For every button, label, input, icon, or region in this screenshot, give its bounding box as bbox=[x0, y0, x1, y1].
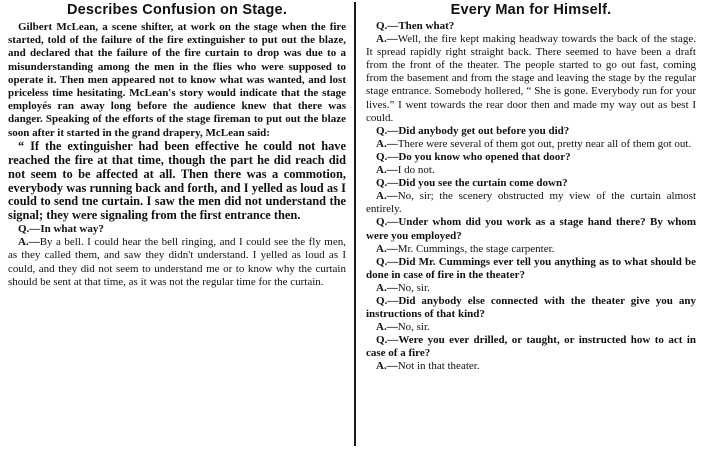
answer-text: No, sir. bbox=[397, 321, 430, 334]
left-column bbox=[8, 0, 346, 289]
question bbox=[366, 295, 696, 321]
answer bbox=[366, 164, 696, 177]
question bbox=[366, 256, 696, 282]
question-label: Q.— bbox=[376, 334, 399, 347]
answer-label: A.— bbox=[376, 281, 398, 294]
answer-text: There were several of them got out, pretty near all of them got out. bbox=[397, 137, 692, 150]
right-column bbox=[366, 0, 696, 374]
question-text: Did you see the curtain come down? bbox=[398, 177, 568, 190]
answer-text: No, sir. bbox=[397, 281, 430, 294]
answer-text: I do not. bbox=[397, 164, 435, 177]
column-divider bbox=[354, 2, 356, 446]
answer-label: A.— bbox=[376, 190, 398, 203]
answer bbox=[366, 360, 696, 373]
question bbox=[366, 177, 696, 190]
question-label: Q.— bbox=[376, 294, 399, 307]
question-text: Did Mr. Cummings ever tell you anything as to what should be done in case of fire in the theater? bbox=[366, 255, 696, 281]
answer-label: A.— bbox=[376, 137, 398, 150]
answer bbox=[366, 138, 696, 151]
left-heading: Describes Confusion on Stage. bbox=[66, 2, 288, 18]
question-text: Do you know who opened that door? bbox=[398, 150, 571, 163]
answer-text: Mr. Cummings, the stage carpenter. bbox=[397, 242, 555, 255]
question bbox=[366, 151, 696, 164]
question-text: Did anybody else connected with the theater give you any instructions of that kind? bbox=[366, 294, 696, 321]
answer bbox=[366, 190, 696, 216]
left-answer-1 bbox=[8, 236, 346, 288]
question-label: Q.— bbox=[18, 223, 41, 236]
answer-label: A.— bbox=[376, 360, 398, 373]
answer-text: Well, the fire kept making headway towards the back of the stage. It spread rapidly right straight back. There seemed to have been a draft from the front of the theater. The people started to go out fast, coming from the basement and from the stage and leaving the stage by the regular stage entrance. Somebody hollered, “ She is gone. Everybody run for your lives.” I went towards the rear door then and made my way out as best I could. bbox=[366, 33, 696, 124]
question-label: Q.— bbox=[376, 124, 399, 137]
answer-label: A.— bbox=[376, 33, 398, 46]
question-label: Q.— bbox=[376, 255, 399, 268]
question-text: In what way? bbox=[40, 223, 104, 236]
answer-text: By a bell. I could hear the bell ringing, and I could see the fly men, as they called them, and saw they didn't understand. I yelled as loud as I could, and they did not seem to understand me or to know why the curtain should be sent at that time, as it was not the regular time for the curtain. bbox=[8, 236, 346, 288]
answer-text: No, sir; the scenery obstructed my view of the curtain almost entirely. bbox=[366, 190, 696, 216]
question-text: Were you ever drilled, or taught, or instructed how to act in case of a fire? bbox=[366, 334, 696, 360]
right-qa bbox=[366, 20, 696, 374]
answer-label: A.— bbox=[376, 242, 398, 255]
answer-label: A.— bbox=[376, 164, 398, 177]
answer bbox=[366, 33, 696, 125]
question bbox=[366, 216, 696, 242]
question bbox=[366, 334, 696, 360]
left-paragraph-2: “ If the extinguisher had been effective he could not have reached the fire at that time, though the part he did reach did not seem to be affected at all. Then there was a commotion, everybody was running back and forth, and I yelled as loud as I could to send tne curtain. I saw the men did not understand the signal; they were signaling from the first entrance then. bbox=[8, 138, 346, 223]
left-qa bbox=[8, 223, 346, 288]
answer-label: A.— bbox=[376, 321, 398, 334]
question-label: Q.— bbox=[376, 177, 399, 190]
question-label: Q.— bbox=[376, 150, 399, 163]
left-paragraph-1: Gilbert McLean, a scene shifter, at work on the stage when the fire started, told of the failure of the fire extinguisher to put out the blaze, and declared that the failure of the fire curtain to drop was due to a misunderstanding among the men in the flies who were supposed to operate it. Then men appeared not to know what was wanted, and lost priceless time hesitating. McLean's story would indicate that the stage employés ran away long before the audience knew that there was danger. Speaking of the efforts of the stage fireman to put out the blaze soon after it started in the grand drapery, McLean said: bbox=[8, 21, 346, 139]
answer bbox=[366, 243, 696, 256]
answer-text: Not in that theater. bbox=[397, 360, 480, 373]
answer bbox=[366, 321, 696, 334]
question-label: Q.— bbox=[376, 20, 399, 32]
answer bbox=[366, 282, 696, 295]
question bbox=[366, 20, 696, 33]
right-heading: Every Man for Himself. bbox=[450, 2, 612, 18]
question-label: Q.— bbox=[376, 216, 399, 229]
question-text: Did anybody get out before you did? bbox=[398, 124, 570, 137]
question-text: Then what? bbox=[398, 20, 455, 32]
left-question-1 bbox=[8, 223, 346, 236]
question bbox=[366, 125, 696, 138]
answer-label: A.— bbox=[18, 236, 40, 249]
question-text: Under whom did you work as a stage hand there? By whom were you employed? bbox=[366, 216, 696, 242]
